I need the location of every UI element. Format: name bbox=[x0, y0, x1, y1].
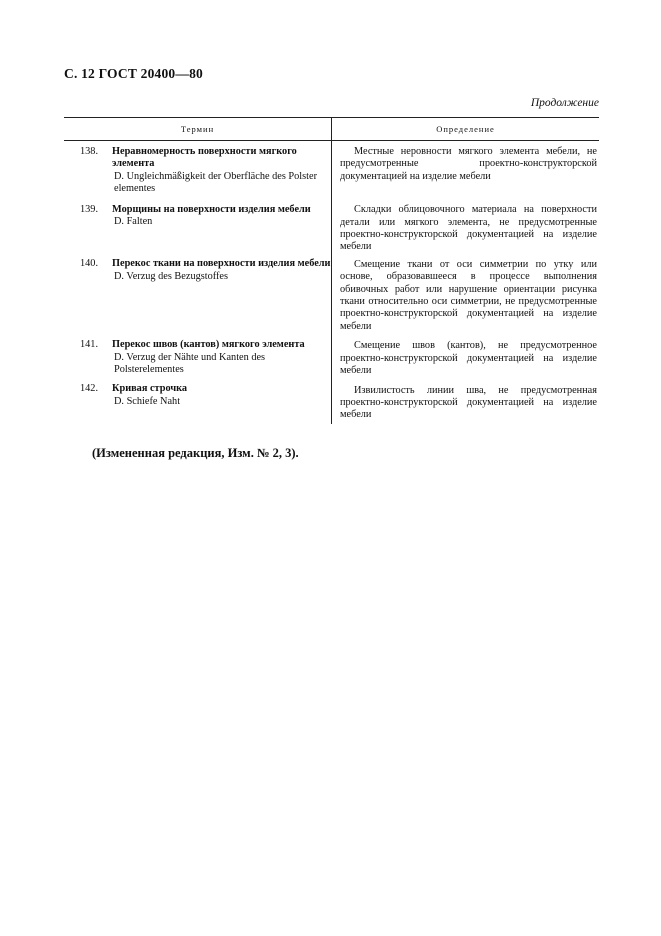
amendment-note: (Измененная редакция, Изм. № 2, 3). bbox=[92, 446, 299, 460]
page-header: С. 12 ГОСТ 20400—80 bbox=[64, 66, 203, 81]
term-russian: Кривая строчка bbox=[112, 383, 188, 395]
term-number: 140. bbox=[80, 258, 99, 270]
table-header bbox=[64, 117, 599, 141]
term-number: 141. bbox=[80, 339, 99, 351]
term-german: D. Schiefe Naht bbox=[114, 395, 181, 407]
table-body bbox=[64, 141, 599, 424]
definition-text: Смещение швов (кантов), не предусмотренное проектно-конструкторской документацией на изделие мебели bbox=[340, 340, 597, 377]
term-number: 139. bbox=[80, 203, 99, 215]
term-entry bbox=[64, 383, 331, 424]
definition-text: Складки облицовочного материала на поверхности детали или мягкого элемента, не предусмотренные проектно-конструкторской документацией на изделие мебели bbox=[340, 204, 597, 253]
terms-column bbox=[64, 141, 332, 424]
column-header-terms: Термин bbox=[64, 118, 332, 140]
terms-table bbox=[64, 117, 599, 424]
definition-text: Смещение ткани от оси симметрии по утку или основе, образовавшееся в процессе выполнения обивочных работ или нарушение ориентации рисунка ткани относительно оси симметрии, не предусмотренные проектно-конструкторской документацией на изделие мебели bbox=[340, 258, 597, 332]
term-entry bbox=[64, 258, 331, 283]
term-russian: Неравномерность поверхности мягкого элемента bbox=[112, 146, 297, 170]
term-number: 138. bbox=[80, 146, 99, 157]
term-russian: Перекос швов (кантов) мягкого элемента bbox=[112, 339, 305, 351]
term-german: D. Verzug des Bezugstoffes bbox=[114, 270, 229, 282]
definition-text: Местные неровности мягкого элемента мебели, не предусмотренные проектно-конструкторской документацией на изделие мебели bbox=[340, 146, 597, 182]
definitions-column bbox=[332, 141, 599, 424]
term-german: D. Verzug der Nähte und Kanten des Polsterelementes bbox=[114, 351, 266, 376]
term-russian: Перекос ткани на поверхности изделия мебели bbox=[112, 258, 331, 270]
term-entry bbox=[64, 339, 331, 376]
term-russian: Морщины на поверхности изделия мебели bbox=[112, 203, 311, 215]
column-header-definitions: Определение bbox=[436, 124, 495, 134]
term-number: 142. bbox=[80, 383, 99, 395]
term-german: D. Ungleichmäßigkeit der Oberfläche des Polster elementes bbox=[114, 170, 318, 195]
term-entry bbox=[64, 146, 331, 196]
term-german: D. Falten bbox=[114, 216, 153, 228]
continuation-label: Продолжение bbox=[530, 97, 599, 109]
term-entry bbox=[64, 204, 331, 229]
definition-text: Извилистость линии шва, не предусмотренная проектно-конструкторской документацией на изделие мебели bbox=[340, 384, 597, 421]
